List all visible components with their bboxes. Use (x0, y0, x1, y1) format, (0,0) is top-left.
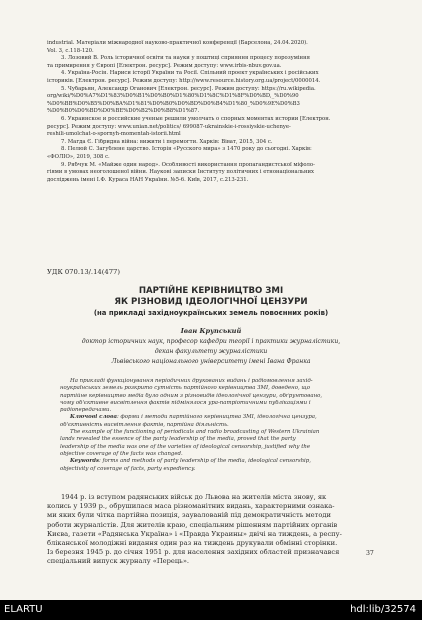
body-line: Із березня 1945 р. до січня 1951 р. для населення західних областей призначався (47, 548, 340, 557)
abstract-line (60, 393, 378, 400)
reference-line: %D0%BB%D0%B5%D0%BA%D1%81%D0%B0%D0%BD%D0%B4%D1%80_%D0%9E%D0%B3 (47, 100, 300, 107)
abstract-text: : форми і методи партійного керівництва ЗМІ, ідеологічна цензура, (117, 414, 317, 421)
body-line: ми яких були чітка партійна позиція, заувалованій під демократичність методи (47, 511, 331, 520)
abstract-text: радіопередачами. (60, 407, 112, 414)
author-affiliation-line: декан факультету журналістики (154, 348, 268, 355)
reference-line: та примирення у Європі [Електрон. ресурс]. Режим доступу: www.irbis-nbuv.gov.ua. (47, 62, 282, 69)
reference-line: 9. Рябчук М. «Майже один народ». Особливості використання пропагандистської міфоло- (61, 161, 315, 168)
handle-id: hdl:lib/32574 (350, 604, 416, 615)
abstract-text: На прикладі функціонування періодичних друкованих видань і радіомовлення захід- (70, 378, 313, 384)
body-line: спеціальний випуск журналу «Перець». (47, 557, 190, 566)
reference-line: reshili-umolchat-o-spornyh-momentah-istorii.html (47, 131, 181, 138)
abstract-text: The example of the functioning of periodicals and radio broadcasting of Western Ukrainian (70, 429, 320, 436)
abstract-text: lands revealed the essence of the party leadership of the media, proved that the party (60, 436, 296, 443)
article-subtitle: (на прикладі західноукраїнських земель повоєнних років) (93, 309, 329, 317)
reference-line: org/wiki/%D0%A7%D1%83%D0%B1%D0%B0%D1%80%D1%8C%D1%8F%D0%BD,_%D0%90 (47, 93, 299, 100)
reference-list (47, 40, 387, 184)
reference-line: 4. Україна-Росія. Нариси історії України та Росії. Спільний проект українських і російських (61, 70, 319, 77)
abstract-line (60, 407, 378, 414)
reference-line: 6. Украинское и российские ученые решили умолчать о спорных моментах истории [Електрон. (61, 115, 331, 122)
abstract-text: партійне керівництво медіа було одним з різновидів ідеологічної цензури, обґрунтовано, (60, 392, 323, 399)
abstract-line (60, 458, 378, 465)
reference-line: ресурс]. Режим доступу: www.unian.net/politics/ 699087-ukrainskie-i-rossiyskie-uchenye- (47, 123, 291, 130)
reference-line: досліджень імені І.Ф. Кураса НАН України. №5-6. Київ, 2017, с.213-231. (47, 176, 249, 183)
abstract-line (60, 400, 378, 407)
abstract-text: об'єктивність висвітлення фактів, партійна діяльність. (60, 421, 229, 428)
body-line: роботи журналістів. Для жителів краю, спеціальним рішенням партійних органів (47, 520, 338, 529)
abstract-line (60, 444, 378, 451)
abstract-text: : forms and methods of party leadership of the media, ideological censorship, (99, 458, 311, 465)
article-title-line-2: ЯК РІЗНОВИД ІДЕОЛОГІЧНОЇ ЦЕНЗУРИ (114, 297, 308, 307)
reference-line: 5. Чубарьян, Александр Оганович [Електрон. ресурс]. Режим доступу: https://ru.wikipedia. (61, 85, 316, 92)
abstract-line (60, 466, 378, 473)
author-affiliation-line: Львівського національного університету імені Івана Франка (111, 358, 311, 365)
article-title-line-1: ПАРТІЙНЕ КЕРІВНИЦТВО ЗМІ (138, 286, 284, 296)
page-number: 37 (366, 550, 374, 557)
reference-line: %D0%B0%D0%BD%D0%BE%D0%B2%D0%B8%D1%87. (47, 108, 200, 115)
keywords-label: Keywords (70, 458, 100, 465)
body-line: колись у 1939 р., обрушилася маса різноманітних видань, характерними ознака- (47, 502, 335, 511)
body-line: 1944 р. із вступом радянських військ до Львова на жителів міста знову, як (61, 493, 327, 501)
reference-line: 8. Пелюй С. Загублене царство. Історія «Русского мира» з 1470 року до сьогодні. Харків: (61, 146, 312, 153)
abstract-line (60, 414, 378, 421)
body-line: Києва, газети «Радянська Україна» і «Правда Украины» двічі на тиждень, а респу- (47, 529, 342, 538)
reference-line: істориків. [Електрон. ресурс]. Режим доступу: http://www.resource.history.org.ua/project/0000014. (47, 77, 321, 84)
keywords-label: Ключові слова (70, 414, 118, 421)
viewer-footer-bar (0, 600, 422, 620)
abstract (60, 378, 378, 473)
body-line: бліканської молодіжні видання один раз на тиждень друкували обмінні сторінки. (47, 539, 338, 548)
reference-line: 3. Лозовий В. Роль історичної освіти та науки у поштиці сприяння процесу порозуміння (61, 55, 310, 62)
abstract-line (60, 385, 378, 392)
author-affiliation-line: доктор історичних наук, професор кафедри теорії і практики журналістики, (81, 338, 341, 345)
abstract-line (60, 451, 378, 458)
abstract-text: ноукраїнських земель розкрито сутність партійного керівництва ЗМІ, доведено, що (60, 385, 311, 392)
abstract-line (60, 436, 378, 443)
abstract-text: objective coverage of the facts was changed. (60, 450, 183, 457)
abstract-line (60, 429, 378, 436)
abstract-text: чому об'єктивне висвітлення фактів підмінялося ура-патріотичними публікаціями і (60, 399, 311, 406)
reference-line: 7. Магда Є. Гібридна війна: вижити і перемогти. Харків: Віват, 2015, 304 с. (61, 138, 273, 145)
repository-name: ELARTU (4, 604, 43, 615)
reference-line: Vol. 3, c.118-120. (47, 47, 94, 54)
reference-line: industrial. Матеріали міжнародної науково-практичної конференції (Барселона, 24.04.2020). (47, 40, 308, 46)
abstract-line (60, 378, 378, 385)
abstract-text: leadership of the media was one of the varieties of ideological censorship, justified why the (60, 443, 311, 450)
reference-line: гіями в умовах неоголошеної війни. Наукові записки Інституту політичних і етнонаціональних (47, 169, 314, 176)
udc-code: УДК 070.13/.14(477) (47, 268, 121, 276)
article-body (47, 493, 387, 567)
abstract-text: objectivity of coverage of facts, party expediency. (60, 465, 196, 472)
reference-line: «ФОЛІО», 2019, 308 с. (47, 153, 110, 160)
author-name: Іван Крупський (180, 327, 242, 335)
abstract-line (60, 422, 378, 429)
